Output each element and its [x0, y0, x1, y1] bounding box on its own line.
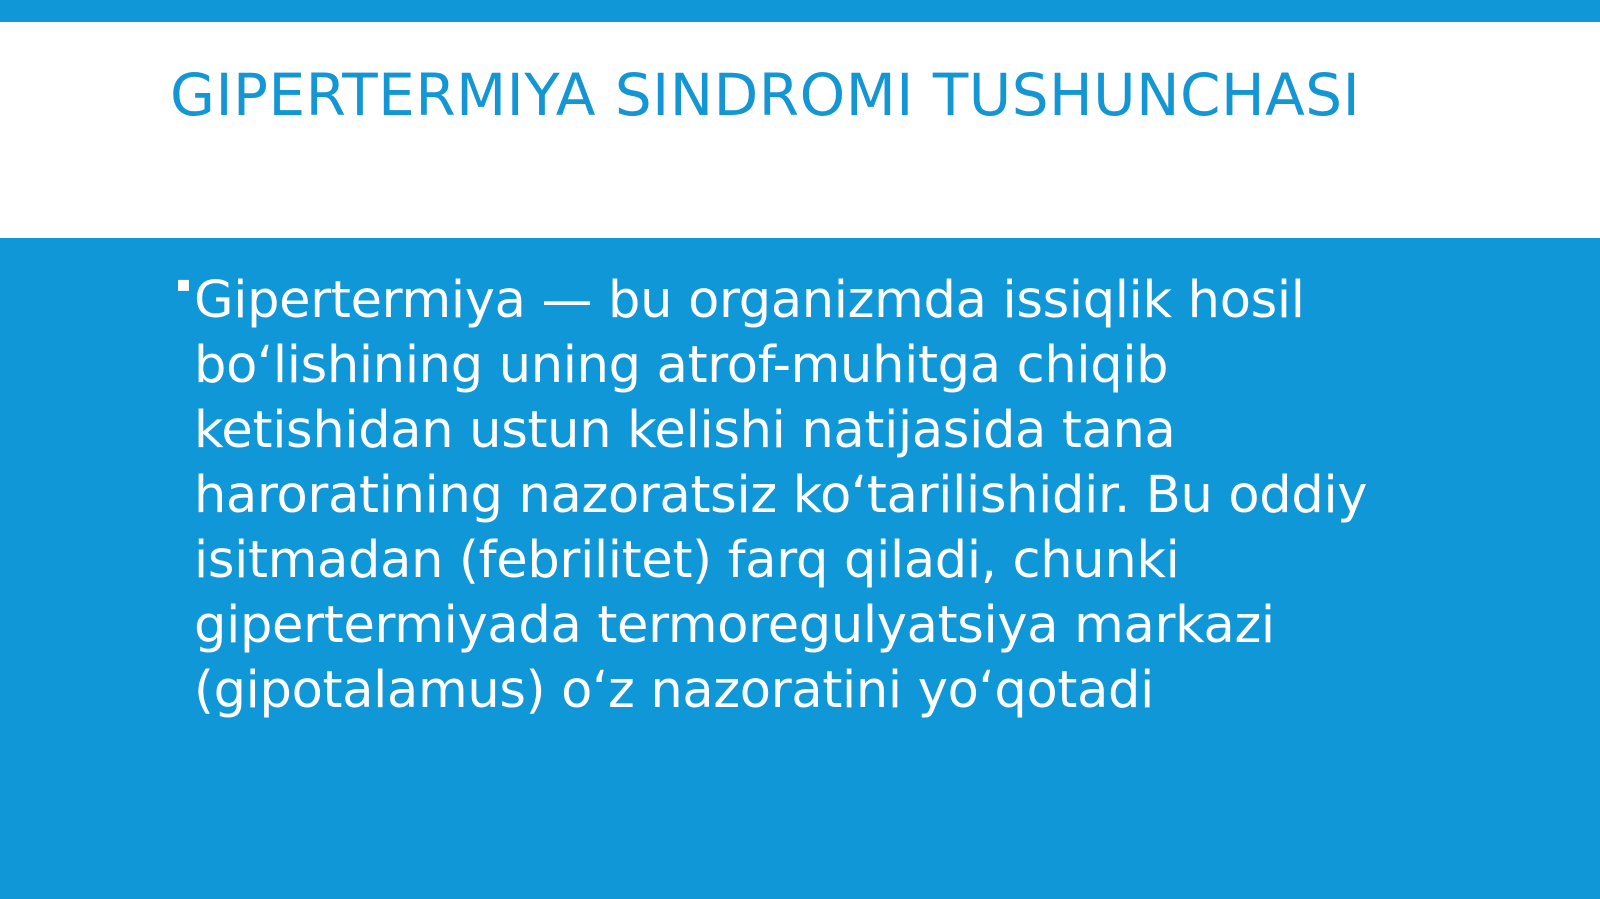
top-accent-strip	[0, 0, 1600, 22]
bullet-item	[176, 268, 1426, 723]
title-band	[0, 22, 1600, 238]
slide-body	[176, 268, 1426, 723]
slide-title: GIPERTERMIYA SINDROMI TUSHUNCHASI	[170, 61, 1361, 129]
bullet-marker-icon: ▪	[176, 272, 191, 297]
bullet-text: Gipertermiya — bu organizmda issiqlik hosil boʻlishining uning atrof-muhitga chiqib ketishidan ustun kelishi natijasida tana haroratining nazoratsiz koʻtarilishidir. Bu oddiy isitmadan (febrilitet) farq qiladi, chunki gipertermiyada termoregulyatsiya markazi (gipotalamus) oʻz nazoratini yoʻqotadi	[194, 271, 1368, 720]
